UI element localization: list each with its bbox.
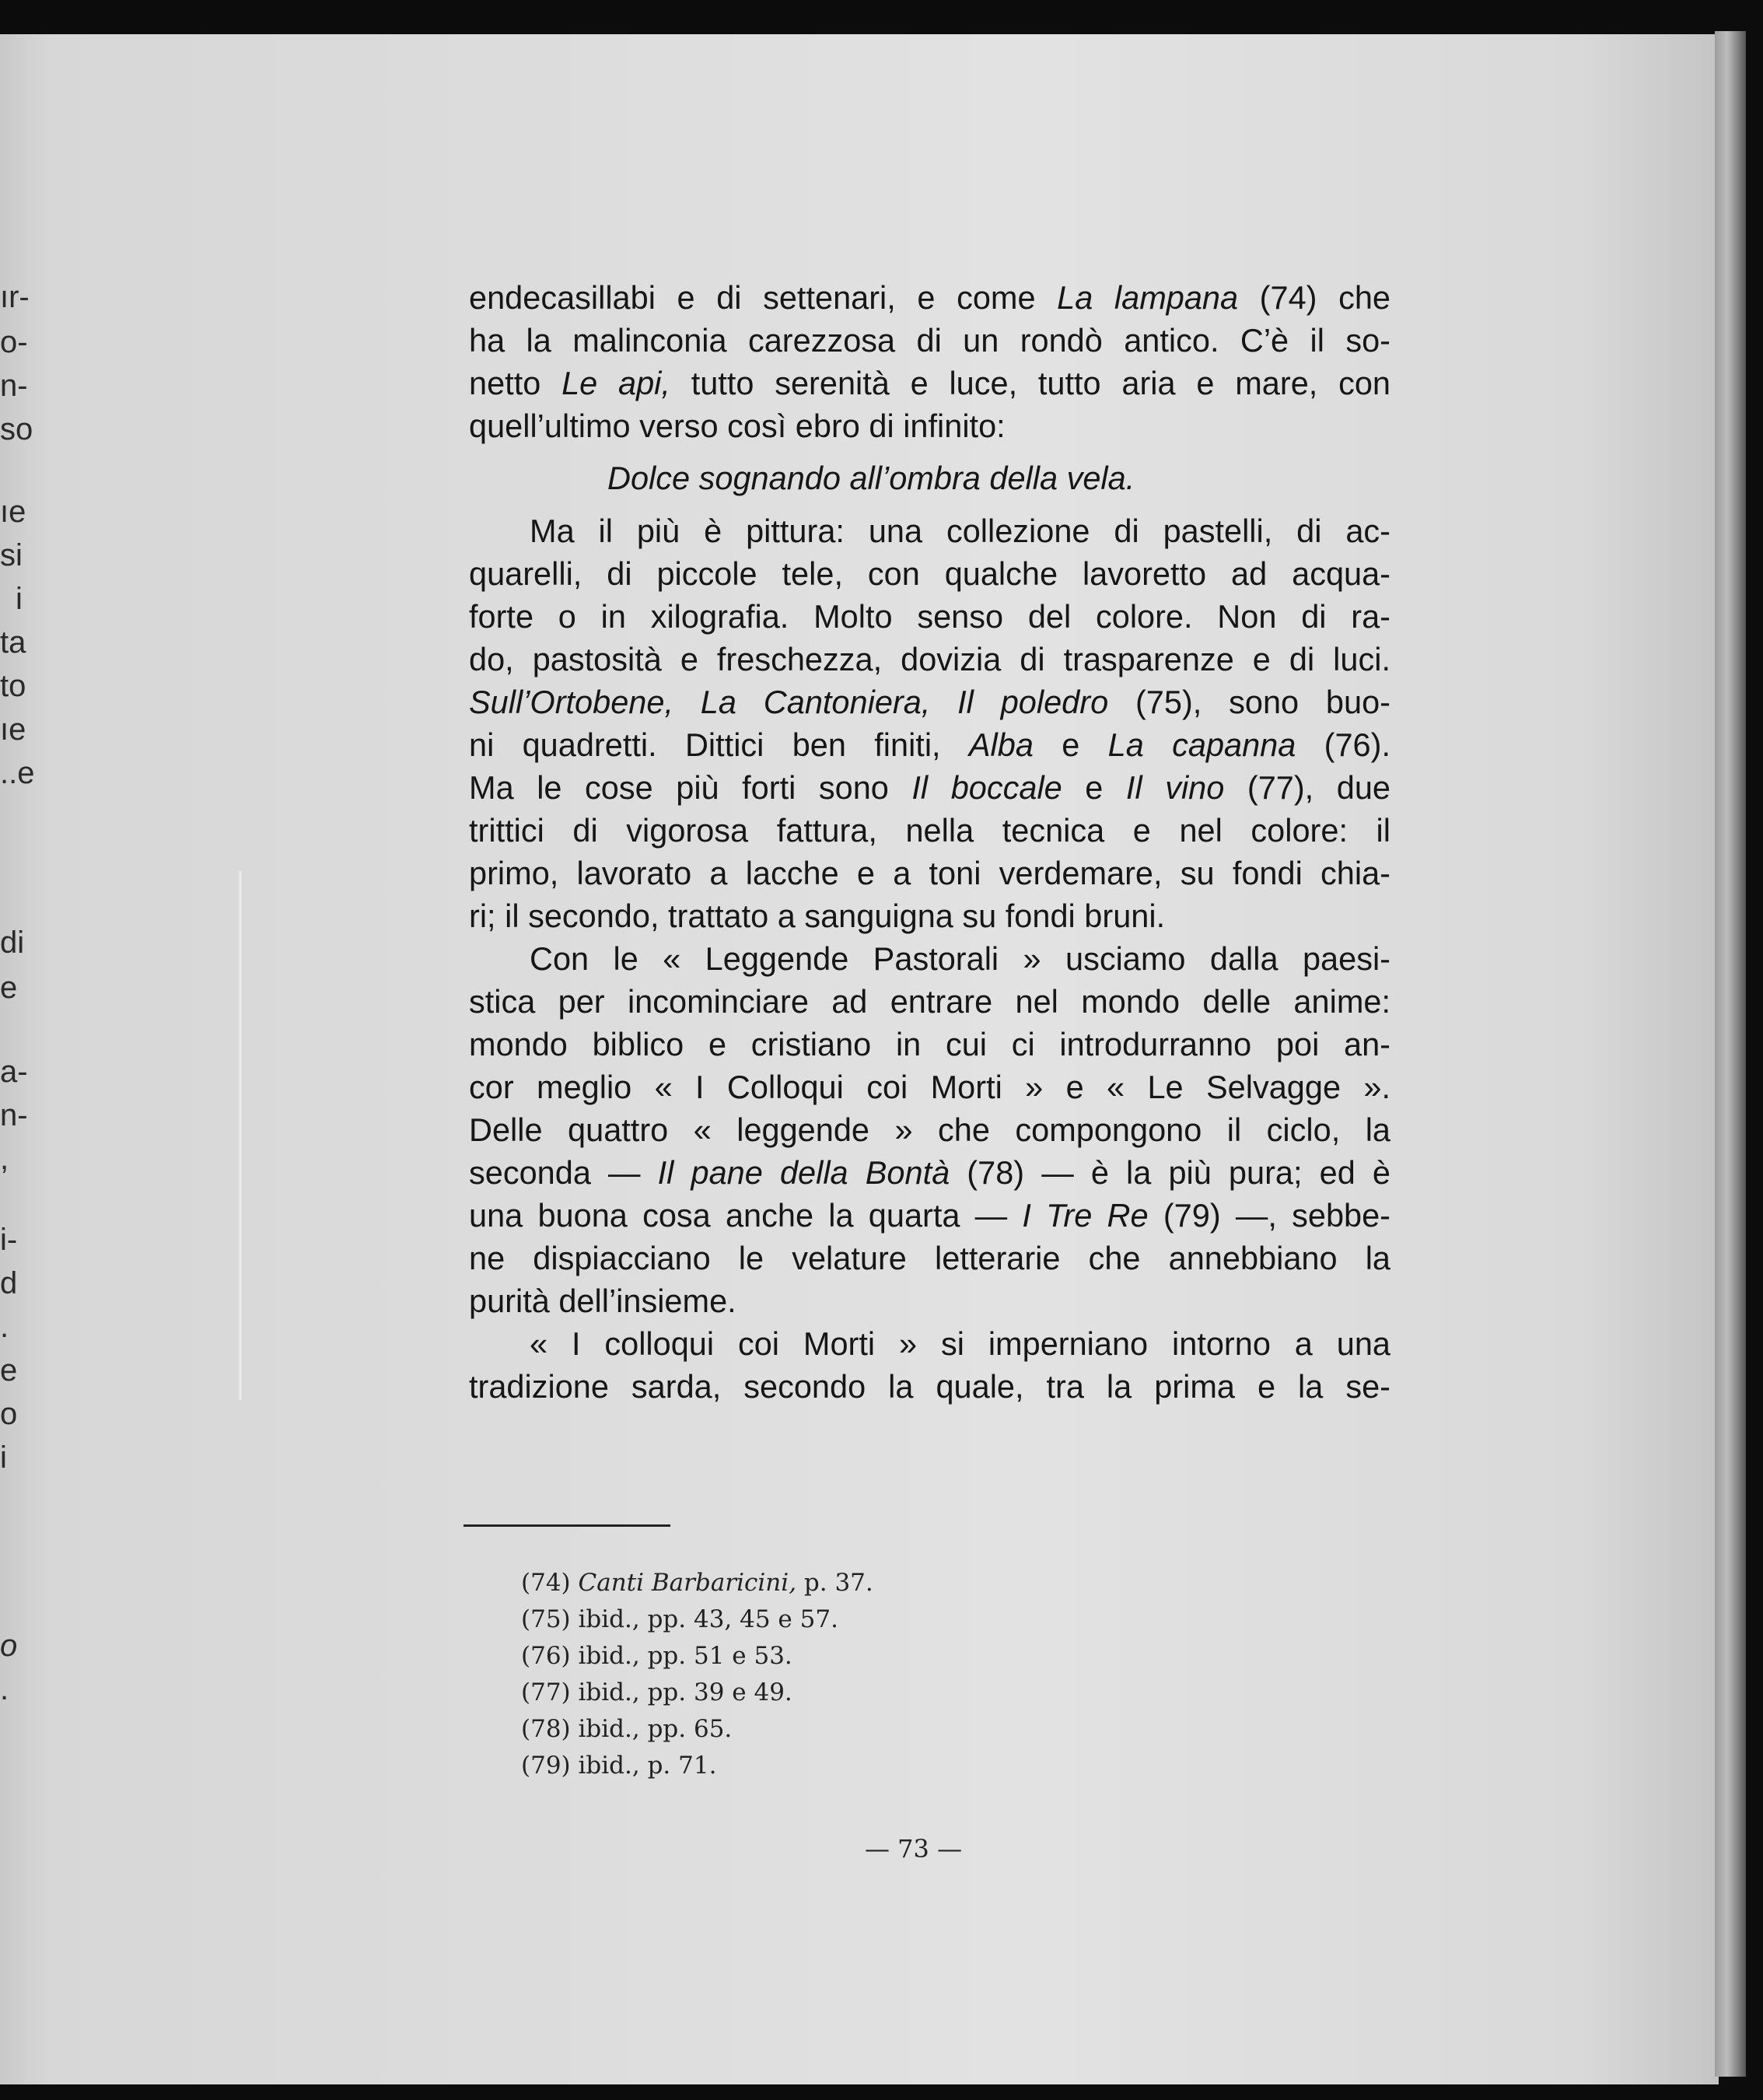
text-line: Con le « Leggende Pastorali » usciamo dalla paesi-: [530, 940, 1390, 977]
left-fragment: .: [0, 1310, 9, 1344]
left-fragment: ıe: [0, 712, 26, 747]
left-fragment: n-: [0, 369, 28, 403]
left-fragment: si: [0, 538, 23, 572]
footnote: (77) ibid., pp. 39 e 49.: [521, 1678, 792, 1706]
left-fragment: o-: [0, 325, 28, 359]
text-line: quell’ultimo verso così ebro di infinito:: [469, 408, 1006, 444]
left-fragment: ..e: [0, 756, 35, 790]
text-line: quarelli, di piccole tele, con qualche lavoretto ad acqua-: [469, 555, 1390, 592]
gutter-fold: [238, 871, 243, 1400]
text-line: purità dell’insieme.: [469, 1283, 736, 1319]
footnotes: [521, 1565, 873, 1784]
text-line: do, pastosità e freschezza, dovizia di trasparenze e di luci.: [469, 641, 1390, 677]
text-line: trittici di vigorosa fattura, nella tecnica e nel colore: il: [469, 812, 1390, 849]
quoted-verse: Dolce sognando all’ombra della vela.: [607, 460, 1135, 496]
footnote-rule: [463, 1524, 670, 1527]
text-line: ha la malinconia carezzosa di un rondò antico. C’è il so-: [469, 322, 1390, 359]
left-fragment: a-: [0, 1055, 28, 1089]
text-line: cor meglio « I Colloqui coi Morti » e « Le Selvagge ».: [469, 1069, 1390, 1105]
left-fragment: di: [0, 926, 25, 960]
text-line: netto Le api, tutto serenità e luce, tutto aria e mare, con: [469, 365, 1390, 401]
text-line: tradizione sarda, secondo la quale, tra la prima e la se-: [469, 1368, 1390, 1405]
text-line: ni quadretti. Dittici ben finiti, Alba e La capanna (76).: [469, 726, 1390, 763]
paragraph: [469, 509, 1390, 937]
text-line: Sull’Ortobene, La Cantoniera, Il poledro (75), sono buo-: [469, 684, 1390, 720]
left-fragment: o: [0, 1629, 18, 1663]
left-fragment: i-: [0, 1223, 18, 1257]
text-line: Ma il più è pittura: una collezione di pastelli, di ac-: [530, 513, 1390, 549]
footnote: (75) ibid., pp. 43, 45 e 57.: [521, 1605, 838, 1633]
paragraph: [469, 276, 1390, 447]
left-fragment: e: [0, 1353, 18, 1388]
body-text: [469, 276, 1390, 1408]
left-page-fragments: [0, 0, 47, 2100]
left-fragment: n-: [0, 1098, 28, 1132]
page-edge-stack: [1715, 31, 1746, 2077]
text-line: « I colloqui coi Morti » si imperniano intorno a una: [530, 1325, 1390, 1362]
text-line: seconda — Il pane della Bontà (78) — è la più pura; ed è: [469, 1154, 1390, 1191]
footnote: (79) ibid., p. 71.: [521, 1752, 717, 1780]
text-line: endecasillabi e di settenari, e come La lampana (74) che: [469, 279, 1390, 316]
text-line: Ma le cose più forti sono Il boccale e Il vino (77), due: [469, 769, 1390, 806]
left-fragment: ta: [0, 625, 26, 660]
page-number: — 73 —: [865, 1834, 963, 1864]
paragraph: [469, 937, 1390, 1322]
footnote: (78) ibid., pp. 65.: [521, 1715, 733, 1743]
left-fragment: o: [0, 1397, 18, 1431]
left-fragment: i: [0, 1440, 7, 1475]
left-fragment: d: [0, 1266, 18, 1300]
left-fragment: i: [16, 582, 23, 616]
paragraph: [469, 1322, 1390, 1408]
left-fragment: ır-: [0, 280, 30, 314]
text-line: stica per incominciare ad entrare nel mondo delle anime:: [469, 983, 1390, 1020]
left-fragment: ,: [0, 1142, 9, 1176]
left-fragment: e: [0, 971, 18, 1005]
text-line: Delle quattro « leggende » che compongono il ciclo, la: [469, 1111, 1390, 1148]
footnote: (76) ibid., pp. 51 e 53.: [521, 1642, 792, 1670]
text-line: forte o in xilografia. Molto senso del colore. Non di ra-: [469, 598, 1390, 635]
text-line: ri; il secondo, trattato a sanguigna su fondi bruni.: [469, 898, 1166, 934]
text-line: mondo biblico e cristiano in cui ci introdurranno poi an-: [469, 1026, 1390, 1062]
left-fragment: .: [0, 1672, 9, 1706]
footnote: (74) Canti Barbaricini, p. 37.: [521, 1569, 873, 1597]
text-line: ne dispiacciano le velature letterarie che annebbiano la: [469, 1240, 1390, 1276]
left-fragment: ıe: [0, 495, 26, 529]
left-fragment: so: [0, 412, 33, 446]
text-line: primo, lavorato a lacche e a toni verdemare, su fondi chia-: [469, 855, 1390, 891]
left-fragment: to: [0, 669, 26, 703]
text-line: una buona cosa anche la quarta — I Tre Re (79) —, sebbe-: [469, 1197, 1390, 1234]
